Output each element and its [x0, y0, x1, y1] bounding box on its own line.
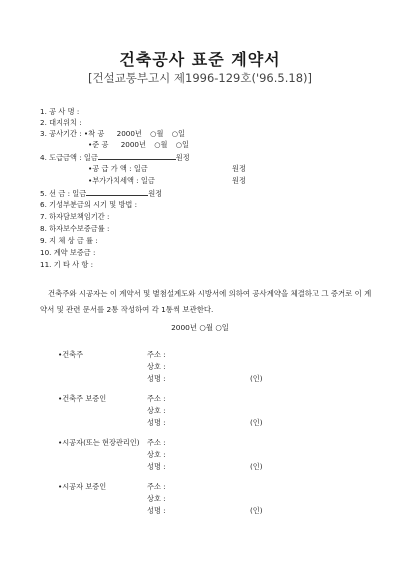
party-company-label: 상호 :	[147, 450, 166, 459]
party-seal: (인)	[250, 506, 263, 515]
party-role: •시공자 보증인	[58, 482, 107, 491]
item-progress-payment: 6. 기성부분금의 시기 및 방법 :	[40, 200, 138, 209]
item-other-matters: 11. 기 타 사 항 :	[40, 260, 94, 269]
party-company-label: 상호 :	[147, 406, 166, 415]
item-vat: •부가가치세액 : 일금	[88, 176, 155, 185]
party-address-label: 주소 :	[147, 438, 166, 447]
contract-amount-unit: 원정	[175, 153, 190, 162]
item-delay-penalty-rate: 9. 지 체 상 금 률 :	[40, 236, 98, 245]
contract-amount-label: 4. 도급금액 : 일금	[40, 153, 98, 162]
start-day: ○일	[171, 129, 185, 138]
party-seal: (인)	[250, 462, 263, 471]
party-role: •건축주 보증인	[58, 394, 107, 403]
contract-amount-blank	[98, 152, 176, 160]
party-address-label: 주소 :	[147, 394, 166, 403]
party-address-label: 주소 :	[147, 350, 166, 359]
contract-date: 2000년 ○월 ○일	[171, 323, 229, 332]
party-name-label: 성명 :	[147, 374, 166, 383]
party-role: •시공자(또는 현장관리인)	[58, 438, 140, 447]
party-company-label: 상호 :	[147, 362, 166, 371]
advance-label: 5. 선 금 : 일금	[40, 189, 87, 198]
item-advance-payment	[40, 188, 162, 199]
party-company-label: 상호 :	[147, 494, 166, 503]
supply-value-unit: 원정	[232, 164, 246, 173]
document-title: 건축공사 표준 계약서	[119, 50, 281, 69]
agreement-paragraph: 건축주와 시공자는 이 계약서 및 별첨설계도와 시방서에 의하여 공사계약을 체결하고 그 증거로 이 계약서 및 관련 문서를 2통 작성하여 각 1통씩 보관한다.	[40, 289, 372, 314]
vat-unit: 원정	[232, 176, 246, 185]
party-role: •건축주	[58, 350, 84, 359]
item-construction-period-end	[88, 140, 189, 150]
item-defect-bond-rate: 8. 하자보수보증금률 :	[40, 224, 110, 233]
party-seal: (인)	[250, 418, 263, 427]
start-month: ○월	[150, 129, 164, 138]
party-seal: (인)	[250, 374, 263, 383]
end-month: ○월	[154, 140, 168, 149]
item-contract-deposit: 10. 계약 보증금 :	[40, 248, 96, 257]
document-subtitle: [건설교통부고시 제1996-129호('96.5.18)]	[87, 71, 312, 85]
end-label: •준 공	[88, 140, 109, 149]
party-name-label: 성명 :	[147, 506, 166, 515]
item-contract-amount	[40, 152, 190, 163]
end-day: ○일	[175, 140, 189, 149]
party-address-label: 주소 :	[147, 482, 166, 491]
start-year: 2000년	[116, 129, 142, 138]
item-project-name: 1. 공 사 명 :	[40, 107, 80, 116]
advance-unit: 원정	[148, 189, 163, 198]
item-supply-value: •공 급 가 액 : 일금	[88, 164, 148, 173]
item-site-location: 2. 대지위치 :	[40, 118, 82, 127]
item-defect-liability: 7. 하자담보책임기간 :	[40, 212, 110, 221]
end-year: 2000년	[120, 140, 146, 149]
start-label: 3. 공사기간 : •착 공	[40, 129, 105, 138]
party-name-label: 성명 :	[147, 462, 166, 471]
advance-blank	[86, 188, 148, 196]
item-construction-period-start	[40, 129, 185, 139]
party-name-label: 성명 :	[147, 418, 166, 427]
